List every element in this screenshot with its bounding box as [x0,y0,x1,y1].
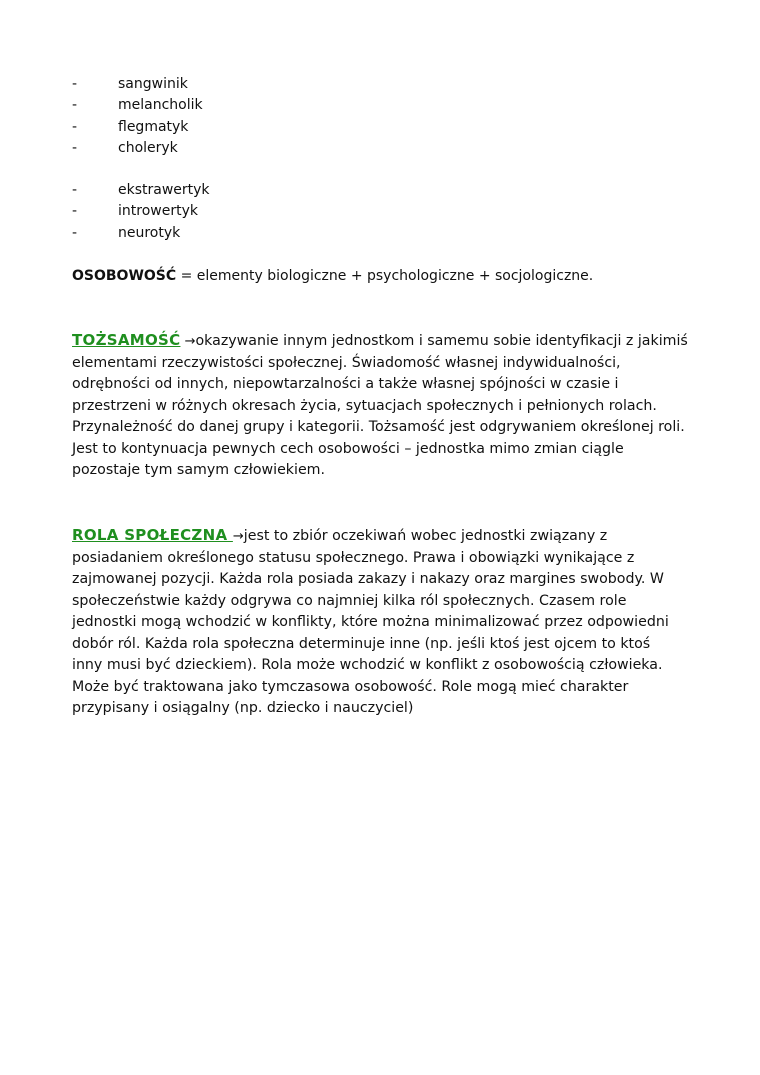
list-dash: - [72,203,78,220]
paragraph-line: inny musi być dzieckiem). Rola może wchodzić w konflikt z osobowością człowieka. [72,657,663,673]
paragraph-line: przypisany i osiągalny (np. dziecko i nauczyciel) [72,700,414,716]
rola-first-line [72,525,688,548]
arrow-icon: → [232,529,244,544]
list-item-text: flegmatyk [118,118,189,135]
list-item [72,223,672,244]
list-dash: - [72,97,78,114]
paragraph-line: przestrzeni w różnych okresach życia, sytuacjach społecznych i pełnionych rolach. [72,397,657,414]
paragraph-line: jest to zbiór oczekiwań wobec jednostki związany z [243,528,608,544]
list-item [72,180,672,201]
paragraph-line: odrębności od innych, niepowtarzalności a także własnej spójności w czasie i [72,376,619,392]
paragraph-line: Może być traktowana jako tymczasowa osobowość. Role mogą mieć charakter [72,678,629,695]
list-item-text: ekstrawertyk [118,182,210,198]
list-item-text: sangwinik [118,76,188,92]
paragraph-line: Jest to kontynuacja pewnych cech osobowości – jednostka mimo zmian ciągle [72,440,624,457]
paragraph-line: elementami rzeczywistości społecznej. Świadomość własnej indywidualności, [72,354,621,371]
list-item-text: choleryk [118,139,178,156]
osobowosc-definition-text: = elementy biologiczne + psychologiczne + socjologiczne. [176,268,594,284]
personality-type-list [72,180,672,244]
tozsamosc-first-line [72,330,688,353]
osobowosc-term: OSOBOWOŚĆ [72,268,177,284]
list-item-text: melancholik [118,97,203,114]
list-item [72,201,672,222]
list-item [72,95,672,116]
list-item-text: introwertyk [118,203,198,220]
paragraph-line: zajmowanej pozycji. Każda rola posiada zakazy i nakazy oraz margines swobody. W [72,571,664,587]
paragraph-line: pozostaje tym samym człowiekiem. [72,462,326,478]
list-item [72,74,672,95]
rola-spoleczna-heading: ROLA SPOŁECZNA [72,526,233,544]
paragraph-line: jednostki mogą wchodzić w konflikty, które można minimalizować przez odpowiedni [72,614,669,630]
tozsamosc-heading: TOŻSAMOŚĆ [72,331,181,349]
list-dash: - [72,182,78,198]
list-dash: - [72,76,78,92]
arrow-icon: → [180,334,196,349]
paragraph-line: posiadaniem określonego statusu społecznego. Prawa i obowiązki wynikające z [72,549,635,566]
paragraph-line: okazywanie innym jednostkom i samemu sobie identyfikacji z jakimiś [195,333,688,349]
paragraph-line: społeczeństwie każdy odgrywa co najmniej kilka ról społecznych. Czasem role [72,592,627,609]
tozsamosc-section [72,330,688,482]
temperament-list [72,74,672,159]
paragraph-line: dobór ról. Każda rola społeczna determinuje inne (np. jeśli ktoś jest ojcem to ktoś [72,635,651,652]
list-item [72,138,672,159]
list-dash: - [72,139,78,156]
rola-spoleczna-section [72,525,688,720]
osobowosc-definition [72,265,593,287]
list-dash: - [72,224,78,241]
list-item [72,117,672,138]
list-item-text: neurotyk [118,224,181,241]
paragraph-line: Przynależność do danej grupy i kategorii. Tożsamość jest odgrywaniem określonej roli. [72,419,685,435]
list-dash: - [72,118,78,135]
